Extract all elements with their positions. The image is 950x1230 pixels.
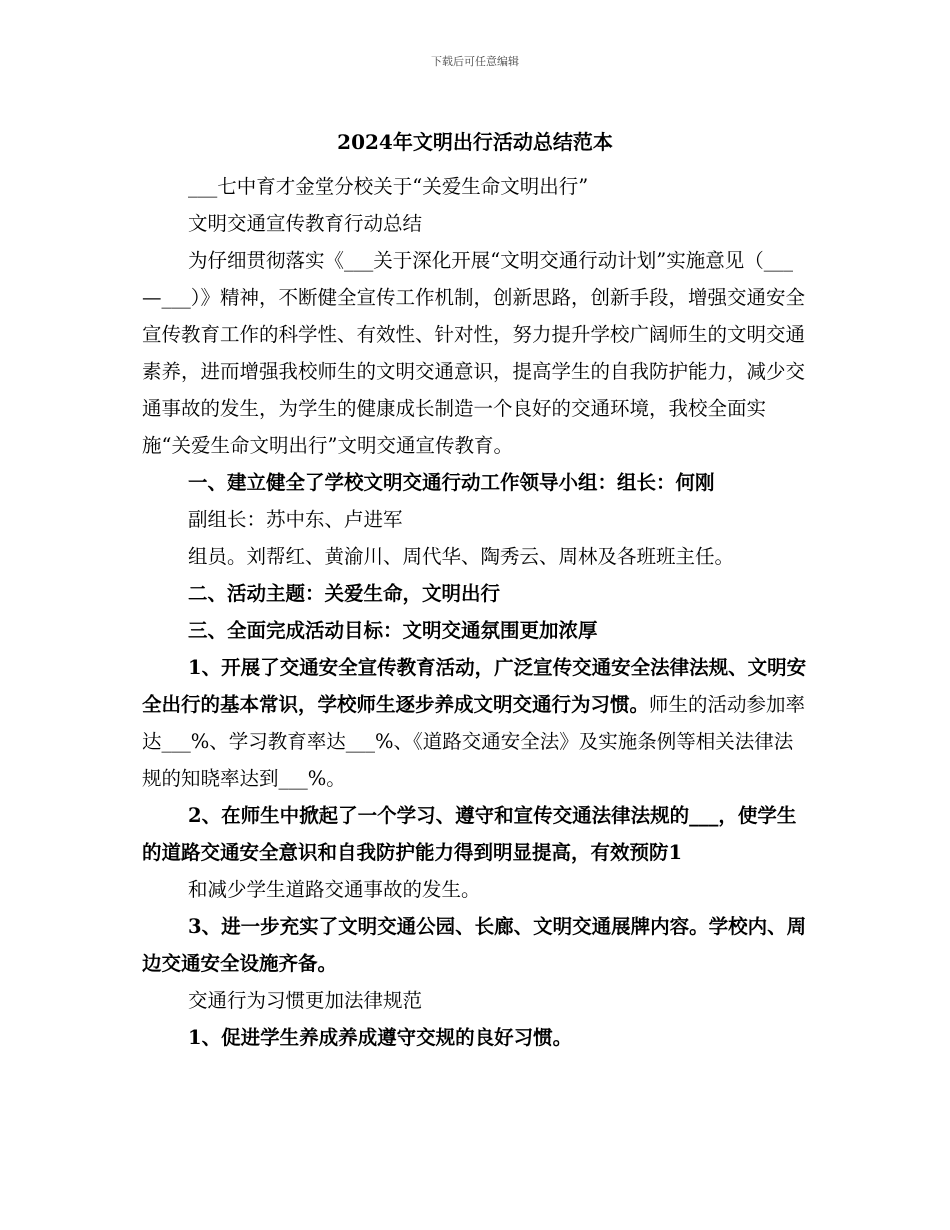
item-1-paragraph: [142, 649, 810, 797]
members: 组员。刘帮红、黄渝川、周代华、陶秀云、周林及各班班主任。: [188, 545, 735, 568]
intro-paragraph: 为仔细贯彻落实《___关于深化开展“文明交通行动计划”实施意见（___—___）》精神，不断健全宣传工作机制，创新思路，创新手段，增强交通安全宣传教育工作的科学性、有效性、针对性，努力提升学校广阔师生的文明交通素养，进而增强我校师生的文明交通意识，提高学生的自我防护能力，减少交通事故的发生，为学生的健康成长制造一个良好的交通环境，我校全面实施“关爱生命文明出行”文明交通宣传教育。: [142, 249, 806, 457]
item-2-continuation: 和减少学生道路交通事故的发生。: [188, 878, 481, 901]
intro-line-2: 文明交通宣传教育行动总结: [188, 212, 423, 235]
subsection-item-1: 1、促进学生养成养成遵守交规的良好习惯。: [188, 1026, 573, 1049]
item-3-paragraph: 3、进一步充实了文明交通公园、长廊、文明交通展牌内容。学校内、周边交通安全设施齐备。: [142, 915, 807, 975]
item-1-normal-text: 师生的活动参加率达___%、学习教育率达___%、《道路交通安全法》及实施条例等相关法律法规的知晓率达到___%。: [142, 693, 806, 790]
deputy-leaders: 副组长：苏中东、卢进军: [188, 508, 403, 531]
document-body: [142, 168, 810, 1056]
section-heading-1: 一、建立健全了学校文明交通行动工作领导小组：组长：何刚: [188, 471, 715, 494]
document-title: 2024年文明出行活动总结范本: [337, 130, 613, 154]
item-1-bold-text: 1、开展了交通安全宣传教育活动，广泛宣传交通安全法律法规、文明安全出行的基本常识，学校师生逐步养成文明交通行为习惯。: [142, 656, 807, 716]
section-heading-3: 三、全面完成活动目标：文明交通氛围更加浓厚: [188, 619, 598, 642]
subsection-heading: 交通行为习惯更加法律规范: [188, 989, 423, 1012]
header-note: 下载后可任意编辑: [431, 55, 519, 68]
intro-line-1: ___七中育才金堂分校关于“关爱生命文明出行”: [188, 175, 589, 198]
item-2-paragraph: 2、在师生中掀起了一个学习、遵守和宣传交通法律法规的___，使学生的道路交通安全意识和自我防护能力得到明显提高，有效预防1: [142, 804, 797, 864]
section-heading-2: 二、活动主题：关爱生命，文明出行: [188, 582, 501, 605]
